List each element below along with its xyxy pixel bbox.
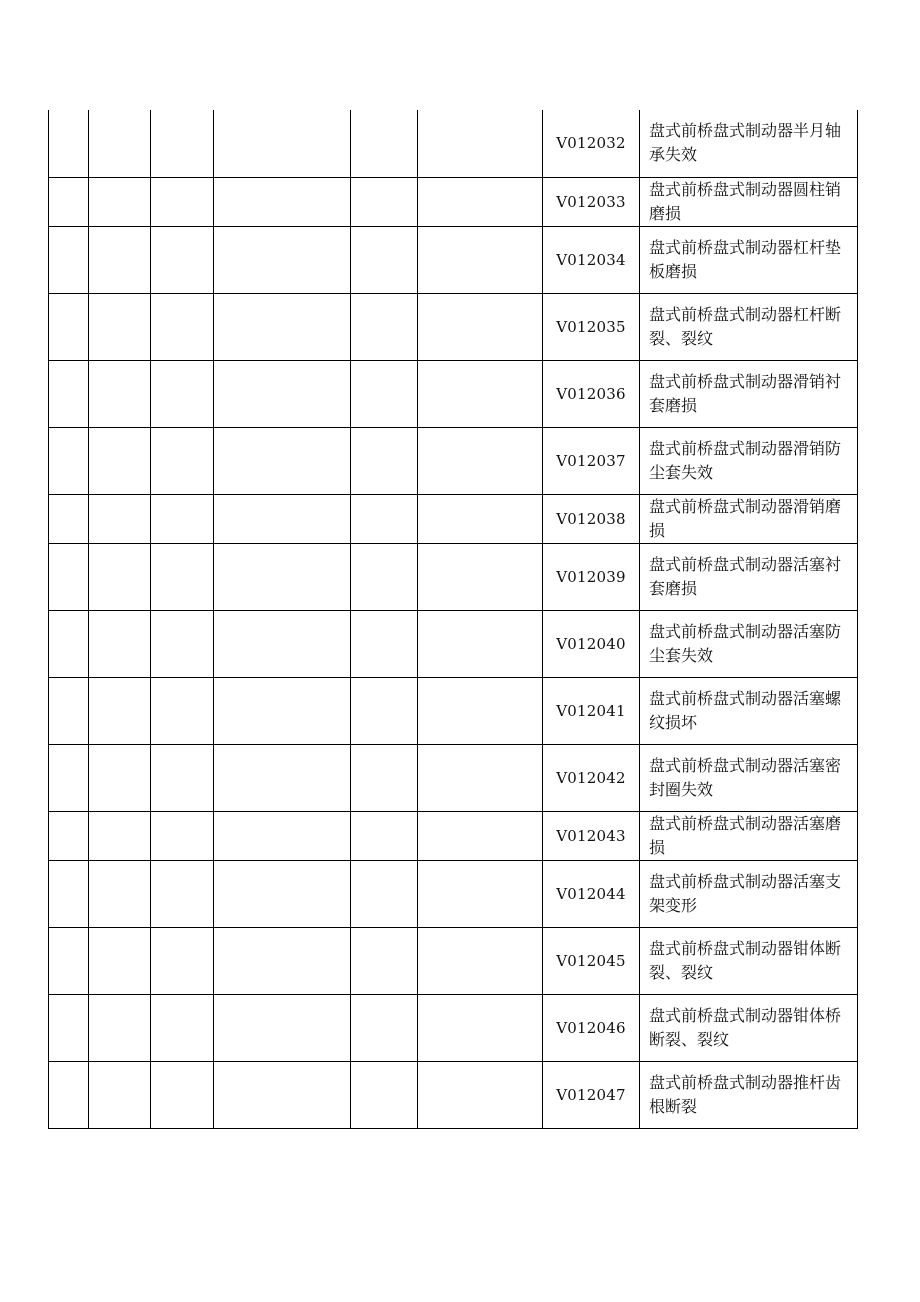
fault-code-cell: V012040 (543, 610, 640, 677)
empty-cell (418, 994, 543, 1061)
empty-cell (151, 543, 214, 610)
empty-cell (351, 110, 418, 177)
fault-code-cell: V012045 (543, 927, 640, 994)
empty-cell (89, 677, 151, 744)
empty-cell (151, 677, 214, 744)
empty-cell (49, 494, 89, 543)
empty-cell (49, 177, 89, 226)
empty-cell (49, 110, 89, 177)
table-row (49, 1061, 858, 1128)
empty-cell (351, 610, 418, 677)
empty-cell (151, 927, 214, 994)
fault-code-cell: V012039 (543, 543, 640, 610)
empty-cell (214, 927, 351, 994)
fault-code-table (48, 110, 858, 1129)
empty-cell (214, 494, 351, 543)
table-row (49, 811, 858, 860)
empty-cell (351, 994, 418, 1061)
empty-cell (418, 494, 543, 543)
empty-cell (418, 610, 543, 677)
empty-cell (89, 744, 151, 811)
empty-cell (418, 927, 543, 994)
fault-code-cell: V012046 (543, 994, 640, 1061)
fault-description-cell: 盘式前桥盘式制动器滑销防尘套失效 (640, 427, 858, 494)
empty-cell (351, 494, 418, 543)
empty-cell (214, 677, 351, 744)
fault-description-cell: 盘式前桥盘式制动器活塞磨损 (640, 811, 858, 860)
empty-cell (49, 226, 89, 293)
empty-cell (351, 177, 418, 226)
fault-code-cell: V012041 (543, 677, 640, 744)
empty-cell (351, 543, 418, 610)
empty-cell (151, 744, 214, 811)
fault-code-cell: V012032 (543, 110, 640, 177)
empty-cell (214, 360, 351, 427)
empty-cell (89, 293, 151, 360)
empty-cell (214, 1061, 351, 1128)
empty-cell (151, 226, 214, 293)
empty-cell (418, 543, 543, 610)
empty-cell (418, 293, 543, 360)
fault-code-cell: V012042 (543, 744, 640, 811)
empty-cell (351, 927, 418, 994)
table-row (49, 610, 858, 677)
empty-cell (49, 610, 89, 677)
empty-cell (418, 744, 543, 811)
empty-cell (89, 360, 151, 427)
table-row (49, 226, 858, 293)
empty-cell (418, 360, 543, 427)
table-row (49, 860, 858, 927)
fault-description-cell: 盘式前桥盘式制动器钳体断裂、裂纹 (640, 927, 858, 994)
table-row (49, 177, 858, 226)
empty-cell (351, 860, 418, 927)
fault-code-cell: V012034 (543, 226, 640, 293)
empty-cell (214, 860, 351, 927)
empty-cell (151, 811, 214, 860)
empty-cell (49, 744, 89, 811)
empty-cell (151, 293, 214, 360)
fault-code-cell: V012043 (543, 811, 640, 860)
empty-cell (151, 994, 214, 1061)
empty-cell (151, 427, 214, 494)
empty-cell (89, 927, 151, 994)
empty-cell (89, 110, 151, 177)
empty-cell (418, 677, 543, 744)
fault-code-cell: V012037 (543, 427, 640, 494)
empty-cell (214, 994, 351, 1061)
table-row (49, 360, 858, 427)
empty-cell (89, 610, 151, 677)
empty-cell (351, 427, 418, 494)
empty-cell (351, 677, 418, 744)
empty-cell (49, 293, 89, 360)
empty-cell (89, 811, 151, 860)
empty-cell (49, 1061, 89, 1128)
empty-cell (49, 427, 89, 494)
table-row (49, 293, 858, 360)
fault-description-cell: 盘式前桥盘式制动器活塞支架变形 (640, 860, 858, 927)
fault-description-cell: 盘式前桥盘式制动器杠杆断裂、裂纹 (640, 293, 858, 360)
empty-cell (89, 543, 151, 610)
empty-cell (89, 427, 151, 494)
empty-cell (89, 860, 151, 927)
empty-cell (151, 1061, 214, 1128)
table-body (49, 110, 858, 1128)
table-row (49, 110, 858, 177)
empty-cell (214, 744, 351, 811)
table-row (49, 543, 858, 610)
table-row (49, 677, 858, 744)
empty-cell (214, 811, 351, 860)
fault-description-cell: 盘式前桥盘式制动器滑销衬套磨损 (640, 360, 858, 427)
empty-cell (49, 994, 89, 1061)
table-row (49, 494, 858, 543)
fault-description-cell: 盘式前桥盘式制动器活塞密封圈失效 (640, 744, 858, 811)
empty-cell (49, 860, 89, 927)
empty-cell (151, 110, 214, 177)
fault-description-cell: 盘式前桥盘式制动器杠杆垫板磨损 (640, 226, 858, 293)
empty-cell (49, 360, 89, 427)
empty-cell (89, 1061, 151, 1128)
empty-cell (89, 177, 151, 226)
empty-cell (418, 226, 543, 293)
empty-cell (49, 811, 89, 860)
fault-code-cell: V012038 (543, 494, 640, 543)
empty-cell (214, 110, 351, 177)
empty-cell (214, 293, 351, 360)
empty-cell (351, 811, 418, 860)
empty-cell (214, 177, 351, 226)
table-row (49, 994, 858, 1061)
empty-cell (351, 293, 418, 360)
empty-cell (214, 427, 351, 494)
empty-cell (151, 610, 214, 677)
fault-code-cell: V012044 (543, 860, 640, 927)
empty-cell (151, 494, 214, 543)
empty-cell (351, 1061, 418, 1128)
fault-description-cell: 盘式前桥盘式制动器活塞防尘套失效 (640, 610, 858, 677)
table-row (49, 927, 858, 994)
empty-cell (418, 110, 543, 177)
fault-code-cell: V012035 (543, 293, 640, 360)
empty-cell (214, 543, 351, 610)
empty-cell (418, 427, 543, 494)
fault-description-cell: 盘式前桥盘式制动器钳体桥断裂、裂纹 (640, 994, 858, 1061)
fault-description-cell: 盘式前桥盘式制动器活塞衬套磨损 (640, 543, 858, 610)
empty-cell (151, 860, 214, 927)
empty-cell (89, 994, 151, 1061)
table-row (49, 744, 858, 811)
empty-cell (49, 927, 89, 994)
empty-cell (351, 360, 418, 427)
empty-cell (351, 744, 418, 811)
empty-cell (49, 543, 89, 610)
empty-cell (418, 1061, 543, 1128)
fault-description-cell: 盘式前桥盘式制动器推杆齿根断裂 (640, 1061, 858, 1128)
fault-description-cell: 盘式前桥盘式制动器圆柱销磨损 (640, 177, 858, 226)
fault-description-cell: 盘式前桥盘式制动器活塞螺纹损坏 (640, 677, 858, 744)
empty-cell (89, 494, 151, 543)
empty-cell (49, 677, 89, 744)
table-row (49, 427, 858, 494)
empty-cell (418, 177, 543, 226)
empty-cell (151, 360, 214, 427)
empty-cell (214, 610, 351, 677)
empty-cell (351, 226, 418, 293)
fault-description-cell: 盘式前桥盘式制动器滑销磨损 (640, 494, 858, 543)
empty-cell (418, 811, 543, 860)
fault-code-cell: V012047 (543, 1061, 640, 1128)
fault-code-cell: V012036 (543, 360, 640, 427)
fault-description-cell: 盘式前桥盘式制动器半月轴承失效 (640, 110, 858, 177)
empty-cell (214, 226, 351, 293)
empty-cell (151, 177, 214, 226)
empty-cell (418, 860, 543, 927)
fault-code-cell: V012033 (543, 177, 640, 226)
empty-cell (89, 226, 151, 293)
